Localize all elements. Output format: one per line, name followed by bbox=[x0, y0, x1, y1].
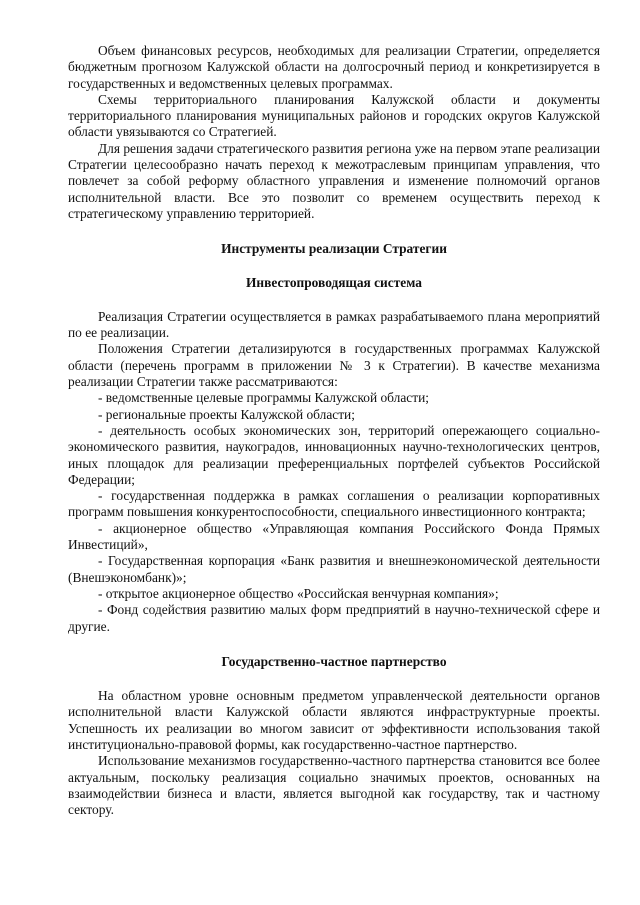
heading-investment-system: Инвестопроводящая система bbox=[246, 274, 422, 290]
intro-paragraph: Схемы территориального планирования Калужской области и документы территориального планирования муниципальных районов и городских округов Калужской области увязываются со Стратегией. bbox=[68, 91, 600, 140]
intro-paragraph: Объем финансовых ресурсов, необходимых для реализации Стратегии, определяется бюджетным прогнозом Калужской области на долгосрочный период и конкретизируется в государственных и ведомственных целевых программах. bbox=[68, 43, 600, 91]
document-page bbox=[68, 43, 600, 818]
mechanism-list-item: - ведомственные целевые программы Калужской области; bbox=[98, 390, 429, 406]
mechanism-list-item: - акционерное общество «Управляющая компания Российского Фонда Прямых Инвестиций», bbox=[68, 520, 600, 553]
ppp-paragraph: Использование механизмов государственно-частного партнерства становится все более актуальным, поскольку реализация социально значимых проектов, основанных на взаимодействии бизнеса и власти, является выгодной как государству, так и частному сектору. bbox=[68, 753, 600, 818]
mechanism-list-item: - деятельность особых экономических зон, территорий опережающего социально-экономического развития, наукоградов, инновационных научно-технологических центров, иных площадок для реализации преференциальных портфелей субъектов Российской Федерации; bbox=[68, 422, 600, 487]
investment-paragraph: Положения Стратегии детализируются в государственных программах Калужской области (перечень программ в приложении № 3 к Стратегии). В качестве механизма реализации Стратегии также рассматриваются: bbox=[68, 341, 600, 390]
mechanism-list-item: - Фонд содействия развитию малых форм предприятий в научно-технической сфере и другие. bbox=[68, 602, 600, 634]
ppp-paragraph: На областном уровне основным предметом управленческой деятельности органов исполнительной власти Калужской области являются инфраструктурные проекты. Успешность их реализации во многом зависит от эффективности использования такой институционально-правовой формы, как государственно-частное партнерство. bbox=[68, 688, 600, 752]
mechanism-list-item: - открытое акционерное общество «Российская венчурная компания»; bbox=[98, 585, 499, 601]
intro-paragraph: Для решения задачи стратегического развития региона уже на первом этапе реализации Стратегии целесообразно начать переход к межотраслевым принципам управления, что повлечет за собой реформу областного управления и изменение полномочий органов исполнительной власти. Все это позволит со временем осуществить переход к стратегическому управлению территорией. bbox=[68, 140, 600, 221]
mechanism-list-item: - региональные проекты Калужской области; bbox=[98, 406, 355, 422]
heading-instruments: Инструменты реализации Стратегии bbox=[221, 241, 447, 257]
mechanism-list-item: - Государственная корпорация «Банк развития и внешнеэкономической деятельности (Внешэкономбанк)»; bbox=[68, 553, 600, 585]
heading-public-private-partnership: Государственно-частное партнерство bbox=[221, 653, 447, 669]
mechanism-list-item: - государственная поддержка в рамках соглашения о реализации корпоративных программ повышения конкурентоспособности, специального инвестиционного контракта; bbox=[68, 488, 600, 520]
investment-paragraph: Реализация Стратегии осуществляется в рамках разрабатываемого плана мероприятий по ее реализации. bbox=[68, 308, 600, 341]
